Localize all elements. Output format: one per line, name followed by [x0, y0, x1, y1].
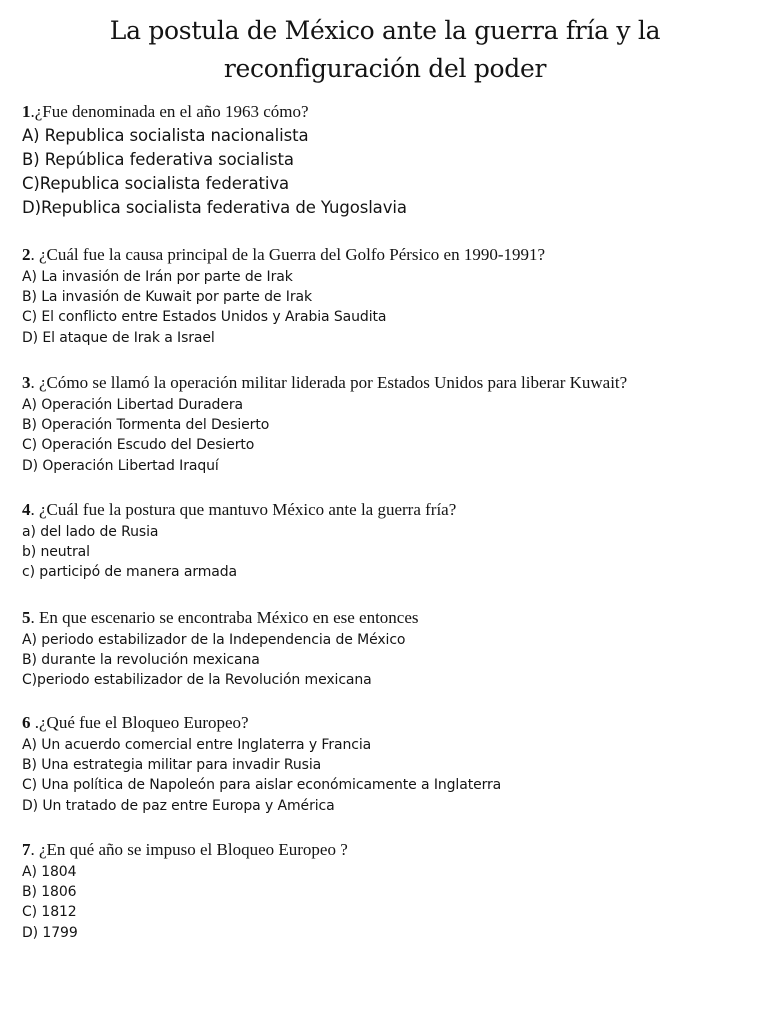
- page-title-line-2: reconfiguración del poder: [223, 54, 547, 83]
- question-number: 6: [22, 713, 31, 732]
- question-3-option-a: A) Operación Libertad Duradera: [22, 397, 243, 413]
- question-separator: .: [30, 373, 39, 392]
- question-2-option-a: A) La invasión de Irán por parte de Irak: [22, 269, 293, 285]
- question-4: [22, 498, 757, 583]
- question-5-option-b: B) durante la revolución mexicana: [22, 652, 260, 669]
- question-7-option-a: A) 1804: [22, 864, 77, 880]
- question-5-text: [22, 606, 757, 630]
- question-1-option-b: B) República federativa socialista: [22, 150, 294, 169]
- question-3-option-c: C) Operación Escudo del Desierto: [22, 437, 255, 454]
- question-prompt: En que escenario se encontraba México en ese entonces: [39, 608, 419, 627]
- question-7-option-c: C) 1812: [22, 904, 77, 921]
- question-6-text: [22, 711, 757, 735]
- question-prompt: ¿Fue denominada en el año 1963 cómo?: [34, 102, 309, 121]
- question-1-text: [22, 100, 757, 124]
- question-6-option-b: B) Una estrategia militar para invadir Rusia: [22, 757, 322, 774]
- question-2-option-b: B) La invasión de Kuwait por parte de Irak: [22, 289, 312, 306]
- question-2: [22, 243, 757, 348]
- question-separator: .: [30, 245, 39, 264]
- question-4-option-a: a) del lado de Rusia: [22, 524, 159, 540]
- question-separator: .: [30, 500, 39, 519]
- question-separator: .: [30, 713, 39, 732]
- question-prompt: ¿Qué fue el Bloqueo Europeo?: [39, 713, 249, 732]
- question-1-option-d: D)Republica socialista federativa de Yugoslavia: [22, 198, 407, 217]
- question-4-text: [22, 498, 757, 522]
- question-prompt: ¿En qué año se impuso el Bloqueo Europeo ?: [39, 840, 348, 859]
- question-separator: .: [30, 840, 39, 859]
- question-number: 1: [22, 102, 31, 121]
- question-6-option-d: D) Un tratado de paz entre Europa y América: [22, 797, 335, 814]
- question-7: [22, 838, 757, 943]
- question-2-option-c: C) El conflicto entre Estados Unidos y Arabia Saudita: [22, 309, 387, 326]
- question-prompt: ¿Cómo se llamó la operación militar liderada por Estados Unidos para liberar Kuwait?: [39, 373, 628, 392]
- question-3-option-d: D) Operación Libertad Iraquí: [22, 457, 219, 474]
- page-title: [40, 12, 730, 88]
- question-separator: .: [30, 102, 35, 121]
- question-number: 4: [22, 500, 31, 519]
- question-6-option-a: A) Un acuerdo comercial entre Inglaterra y Francia: [22, 737, 372, 753]
- question-2-text: [22, 243, 757, 267]
- question-2-option-d: D) El ataque de Irak a Israel: [22, 329, 215, 346]
- question-number: 5: [22, 608, 31, 627]
- question-separator: .: [30, 608, 39, 627]
- question-number: 3: [22, 373, 31, 392]
- question-6: [22, 711, 757, 816]
- question-prompt: ¿Cuál fue la postura que mantuvo México ante la guerra fría?: [39, 500, 457, 519]
- question-1: [22, 100, 757, 220]
- question-prompt: ¿Cuál fue la causa principal de la Guerra del Golfo Pérsico en 1990-1991?: [39, 245, 546, 264]
- question-number: 7: [22, 840, 31, 859]
- question-6-option-c: C) Una política de Napoleón para aislar económicamente a Inglaterra: [22, 777, 502, 794]
- question-4-option-b: b) neutral: [22, 544, 90, 561]
- page-title-line-1: La postula de México ante la guerra fría y la: [109, 16, 661, 45]
- question-5-option-c: C)periodo estabilizador de la Revolución mexicana: [22, 672, 372, 689]
- question-7-option-b: B) 1806: [22, 884, 77, 901]
- question-4-option-c: c) participó de manera armada: [22, 564, 238, 581]
- question-1-option-c: C)Republica socialista federativa: [22, 174, 289, 193]
- question-7-text: [22, 838, 757, 862]
- question-7-option-d: D) 1799: [22, 924, 78, 941]
- question-3-text: [22, 371, 757, 395]
- question-1-option-a: A) Republica socialista nacionalista: [22, 126, 309, 145]
- question-3-option-b: B) Operación Tormenta del Desierto: [22, 417, 270, 434]
- question-3: [22, 371, 757, 476]
- question-5-option-a: A) periodo estabilizador de la Independencia de México: [22, 632, 406, 648]
- question-number: 2: [22, 245, 31, 264]
- question-5: [22, 606, 757, 691]
